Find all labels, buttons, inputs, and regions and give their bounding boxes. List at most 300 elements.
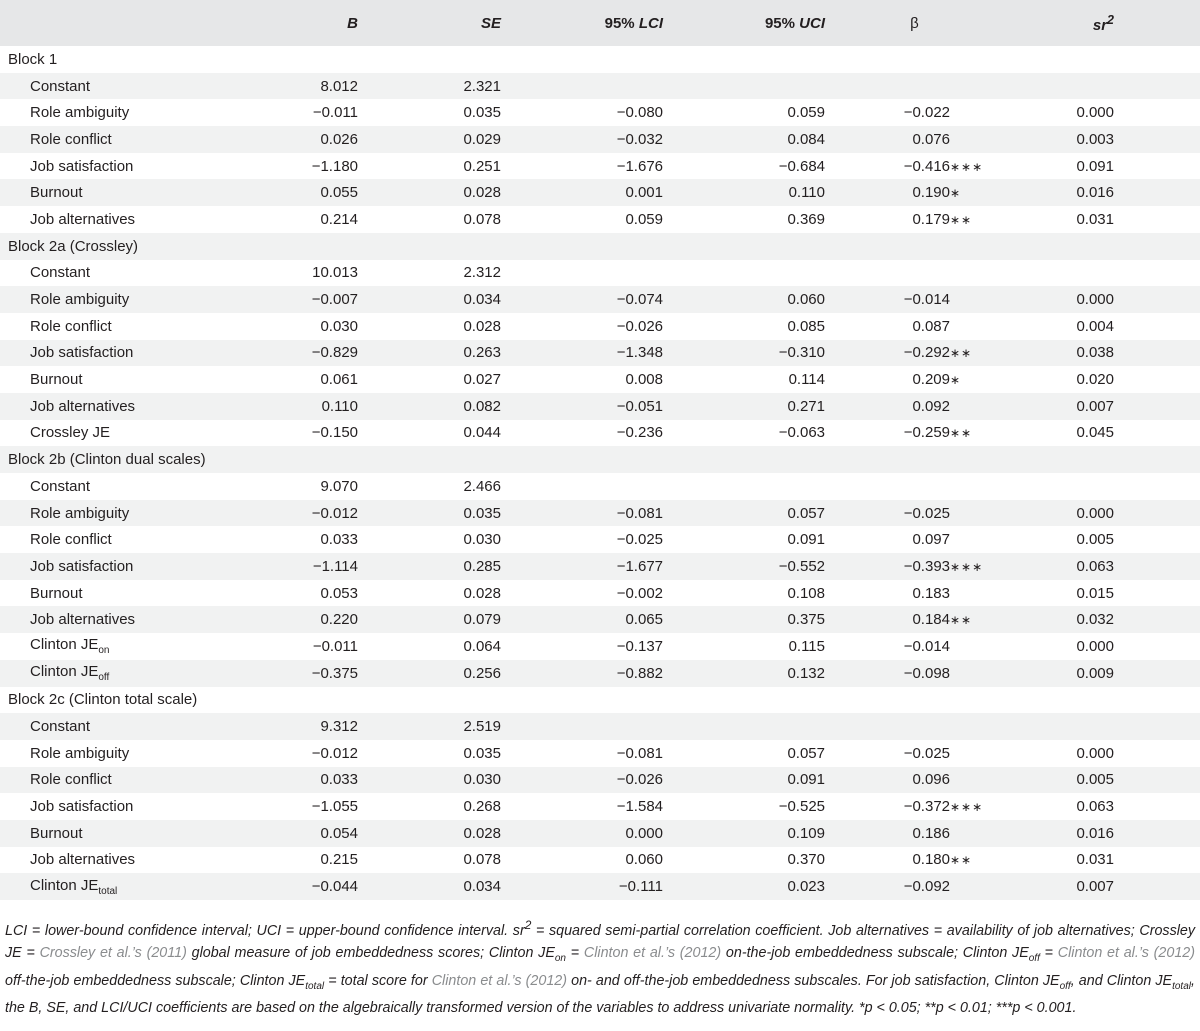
cell-sr2: 0.000	[1076, 637, 1114, 655]
significance-stars: ∗∗	[950, 853, 973, 868]
beta-value: −0.022	[903, 104, 950, 122]
beta-value: −0.014	[903, 291, 950, 309]
cell-lci: −0.051	[616, 397, 663, 415]
cell-sr2	[1002, 73, 1200, 100]
header-row	[0, 0, 1200, 46]
beta-value: −0.259	[903, 424, 950, 442]
footnote-subscript: on	[554, 952, 566, 964]
beta-value: 0.186	[912, 824, 950, 842]
significance-stars: ∗	[950, 373, 962, 388]
table-row	[0, 206, 1200, 233]
beta-wrap	[892, 398, 1002, 415]
beta-wrap	[892, 558, 1002, 575]
cell-beta	[827, 473, 1002, 500]
beta-wrap	[892, 104, 1002, 121]
cell-uci: 0.369	[787, 210, 825, 228]
cell-lci: −0.081	[616, 504, 663, 522]
variable-label: Role conflict	[30, 771, 112, 789]
cell-se: 0.035	[463, 504, 501, 522]
table-row	[0, 793, 1200, 820]
header-beta: β	[910, 14, 919, 32]
header-sr2: $sr^2$	[1092, 12, 1114, 34]
table-row	[0, 99, 1200, 126]
cell-b: 0.030	[320, 317, 358, 335]
cell-beta	[827, 179, 1002, 206]
cell-lci: −1.677	[616, 557, 663, 575]
beta-wrap	[892, 851, 1002, 868]
cell-uci	[665, 713, 827, 740]
table-row	[0, 340, 1200, 367]
footnote-superscript: 2	[524, 918, 532, 932]
cell-b: −0.011	[312, 637, 358, 655]
variable-label: Clinton $JE_{total}$	[30, 876, 118, 897]
cell-se: 0.028	[463, 317, 501, 335]
table-body	[0, 46, 1200, 900]
header-sr2-sup: 2	[1107, 12, 1114, 27]
cell-b: 9.312	[320, 718, 358, 736]
variable-label: Job satisfaction	[30, 557, 134, 575]
beta-wrap	[892, 131, 1002, 148]
beta-value: −0.092	[903, 878, 950, 896]
cell-lci	[503, 73, 665, 100]
cell-lci: −0.074	[616, 291, 663, 309]
significance-stars: ∗∗∗	[950, 159, 984, 174]
variable-subscript: off	[98, 672, 110, 684]
cell-uci: 0.091	[787, 531, 825, 549]
cell-se: 0.034	[463, 878, 501, 896]
cell-se: 0.079	[463, 611, 501, 629]
block-row	[0, 687, 1200, 714]
variable-label: Job alternatives	[30, 210, 136, 228]
cell-b: −0.007	[311, 291, 358, 309]
cell-uci: −0.684	[778, 157, 825, 175]
cell-b: 0.061	[320, 371, 358, 389]
beta-wrap	[892, 878, 1002, 895]
cell-se: 2.519	[463, 718, 501, 736]
table-row	[0, 767, 1200, 794]
cell-lci: −0.025	[616, 531, 663, 549]
cell-sr2	[1002, 260, 1200, 287]
block-label: Block 1	[8, 50, 58, 68]
cell-beta	[827, 606, 1002, 633]
beta-wrap	[892, 825, 1002, 842]
cell-sr2: 0.000	[1076, 504, 1114, 522]
cell-b: −0.012	[311, 504, 358, 522]
cell-b: 0.055	[320, 184, 358, 202]
cell-b: 0.215	[320, 851, 358, 869]
block-row	[0, 46, 1200, 73]
cell-uci: 0.132	[787, 664, 825, 682]
cell-sr2: 0.000	[1076, 744, 1114, 762]
cell-beta	[827, 206, 1002, 233]
beta-wrap	[892, 611, 1002, 628]
cell-se: 0.263	[463, 344, 501, 362]
cell-beta	[827, 73, 1002, 100]
beta-wrap	[892, 478, 1002, 495]
cell-beta	[827, 420, 1002, 447]
significance-stars: ∗	[950, 186, 962, 201]
cell-beta	[827, 340, 1002, 367]
cell-lci: 0.059	[625, 210, 663, 228]
cell-uci: −0.552	[778, 557, 825, 575]
beta-value: 0.179	[912, 210, 950, 228]
footnote-subscript: total	[305, 980, 325, 992]
beta-wrap	[892, 718, 1002, 735]
table-row	[0, 606, 1200, 633]
cell-b: 0.214	[320, 210, 358, 228]
cell-lci	[503, 473, 665, 500]
cell-b: 0.026	[320, 130, 358, 148]
cell-beta	[827, 286, 1002, 313]
cell-se: 2.466	[463, 477, 501, 495]
cell-se: 0.251	[463, 157, 501, 175]
cell-beta	[827, 740, 1002, 767]
cell-se: 0.268	[463, 798, 501, 816]
significance-stars: ∗∗	[950, 346, 973, 361]
variable-label: Job alternatives	[30, 611, 136, 629]
header-variable	[0, 0, 250, 46]
cell-lci: −0.882	[616, 664, 663, 682]
beta-wrap	[892, 505, 1002, 522]
table-row	[0, 73, 1200, 100]
beta-wrap	[892, 531, 1002, 548]
cell-sr2: 0.020	[1076, 371, 1114, 389]
cell-sr2: 0.000	[1076, 291, 1114, 309]
cell-uci: 0.085	[787, 317, 825, 335]
variable-label: Constant	[30, 477, 91, 495]
table-row	[0, 740, 1200, 767]
cell-sr2: 0.007	[1076, 878, 1114, 896]
cell-b: −0.150	[311, 424, 358, 442]
significance-stars: ∗∗	[950, 613, 973, 628]
cell-b: 0.054	[320, 824, 358, 842]
beta-value: 0.076	[912, 130, 950, 148]
cell-b: 0.033	[320, 771, 358, 789]
cell-uci: 0.057	[787, 744, 825, 762]
beta-wrap	[892, 638, 1002, 655]
cell-lci: 0.065	[625, 611, 663, 629]
variable-label: Job satisfaction	[30, 157, 134, 175]
table-row	[0, 580, 1200, 607]
table-row	[0, 820, 1200, 847]
cell-sr2: 0.000	[1076, 104, 1114, 122]
variable-label: Role conflict	[30, 130, 112, 148]
variable-label: Role ambiguity	[30, 104, 130, 122]
cell-sr2: 0.016	[1076, 824, 1114, 842]
footnote-text: =	[565, 944, 584, 961]
cell-lci	[503, 260, 665, 287]
table-row	[0, 179, 1200, 206]
variable-label: Role ambiguity	[30, 504, 130, 522]
cell-beta	[827, 793, 1002, 820]
beta-wrap	[892, 78, 1002, 95]
footnote-subscript: off	[1028, 952, 1040, 964]
cell-lci: 0.000	[625, 824, 663, 842]
block-row	[0, 233, 1200, 260]
table-header	[0, 0, 1200, 46]
cell-lci: −0.236	[616, 424, 663, 442]
beta-wrap	[892, 264, 1002, 281]
variable-label: Crossley JE	[30, 424, 111, 442]
header-uci-abbr: UCI	[799, 14, 825, 32]
beta-wrap	[892, 344, 1002, 361]
variable-label: Constant	[30, 77, 91, 95]
table-row	[0, 126, 1200, 153]
beta-value: −0.292	[903, 344, 950, 362]
cell-uci	[665, 473, 827, 500]
cell-beta	[827, 313, 1002, 340]
cell-uci: 0.109	[787, 824, 825, 842]
cell-uci: 0.115	[788, 637, 825, 655]
beta-wrap	[892, 585, 1002, 602]
beta-value: −0.025	[903, 504, 950, 522]
cell-uci: −0.063	[778, 424, 825, 442]
footnote-text: on- and off-the-job embeddedness subscales. For job satisfaction, Clinton JE	[567, 972, 1060, 989]
cell-b: 0.053	[320, 584, 358, 602]
beta-value: −0.014	[903, 637, 950, 655]
cell-se: 0.028	[463, 584, 501, 602]
beta-value: 0.183	[912, 584, 950, 602]
cell-se: 0.035	[463, 104, 501, 122]
variable-label: Burnout	[30, 371, 83, 389]
footnote-text: global measure of job embeddedness scores; Clinton JE	[186, 944, 555, 961]
beta-value: 0.097	[912, 531, 950, 549]
cell-lci: −0.081	[616, 744, 663, 762]
cell-se: 0.044	[463, 424, 501, 442]
table-row	[0, 873, 1200, 900]
beta-value: 0.092	[912, 397, 950, 415]
cell-b: −0.044	[311, 878, 358, 896]
footnote-subscript: total	[1172, 980, 1191, 992]
beta-value: −0.393	[903, 557, 950, 575]
header-lci: 95% LCI	[604, 14, 663, 32]
beta-wrap	[892, 184, 1002, 201]
variable-subscript: on	[98, 645, 110, 657]
cell-se: 0.064	[463, 637, 501, 655]
cell-uci: 0.375	[787, 611, 825, 629]
beta-wrap	[892, 291, 1002, 308]
cell-lci: −0.111	[618, 878, 663, 896]
cell-sr2: 0.063	[1076, 798, 1114, 816]
cell-sr2: 0.031	[1076, 851, 1114, 869]
variable-subscript: total	[98, 885, 118, 897]
block-label: Block 2c (Clinton total scale)	[8, 691, 198, 709]
block-row	[0, 446, 1200, 473]
variable-label: Burnout	[30, 184, 83, 202]
cell-se: 0.035	[463, 744, 501, 762]
header-lci-abbr: LCI	[638, 14, 663, 32]
table-row	[0, 633, 1200, 660]
table-row	[0, 420, 1200, 447]
cell-b: 9.070	[320, 477, 358, 495]
cell-beta	[827, 260, 1002, 287]
beta-wrap	[892, 424, 1002, 441]
variable-label: Role conflict	[30, 531, 112, 549]
cell-sr2: 0.038	[1076, 344, 1114, 362]
cell-se: 2.321	[463, 77, 501, 95]
table-row	[0, 153, 1200, 180]
cell-beta	[827, 847, 1002, 874]
cell-beta	[827, 633, 1002, 660]
beta-wrap	[892, 318, 1002, 335]
table-row	[0, 553, 1200, 580]
cell-b: 0.110	[321, 397, 358, 415]
beta-value: 0.190	[912, 184, 950, 202]
beta-value: 0.180	[912, 851, 950, 869]
cell-se: 0.030	[463, 531, 501, 549]
cell-sr2: 0.091	[1076, 157, 1114, 175]
citation-reference: Clinton et al.’s (2012)	[431, 972, 567, 989]
cell-lci: −0.026	[616, 771, 663, 789]
cell-b: 0.033	[320, 531, 358, 549]
variable-label: Job alternatives	[30, 397, 136, 415]
table-row	[0, 847, 1200, 874]
citation-reference: Clinton et al.’s (2012)	[583, 944, 722, 961]
cell-beta	[827, 873, 1002, 900]
cell-uci: 0.059	[787, 104, 825, 122]
cell-b: −0.375	[311, 664, 358, 682]
cell-se: 2.312	[463, 264, 501, 282]
cell-lci: −1.584	[616, 798, 663, 816]
variable-label: Job satisfaction	[30, 798, 134, 816]
beta-value: −0.416	[903, 157, 950, 175]
cell-lci: −0.032	[616, 130, 663, 148]
beta-wrap	[892, 665, 1002, 682]
variable-label: Role ambiguity	[30, 744, 130, 762]
cell-se: 0.082	[463, 397, 501, 415]
cell-beta	[827, 526, 1002, 553]
variable-label: Role ambiguity	[30, 291, 130, 309]
cell-uci: 0.023	[787, 878, 825, 896]
cell-sr2: 0.004	[1076, 317, 1114, 335]
variable-label: Clinton $JE_{off}$	[30, 663, 110, 684]
beta-value: −0.098	[903, 664, 950, 682]
significance-stars: ∗∗	[950, 212, 973, 227]
footnote-text: =	[1039, 944, 1058, 961]
cell-uci: 0.114	[788, 371, 825, 389]
cell-uci: 0.271	[787, 397, 825, 415]
cell-lci: −0.002	[616, 584, 663, 602]
cell-b: −0.012	[311, 744, 358, 762]
cell-se: 0.029	[463, 130, 501, 148]
footnote-text: = squared semi-partial correlation coefficient. Job alternatives = availability of job alternatives; Crossley JE =	[5, 922, 1195, 961]
footnote-text: LCI = lower-bound confidence interval; UCI = upper-bound confidence interval. sr	[5, 922, 525, 939]
citation-reference: Crossley et al.’s (2011)	[39, 944, 187, 961]
cell-uci: 0.091	[787, 771, 825, 789]
cell-sr2: 0.016	[1076, 184, 1114, 202]
cell-lci: 0.060	[625, 851, 663, 869]
cell-b: 0.220	[320, 611, 358, 629]
header-uci: 95% UCI	[764, 14, 825, 32]
significance-stars: ∗∗∗	[950, 800, 984, 815]
cell-b: 8.012	[320, 77, 358, 95]
cell-se: 0.027	[463, 371, 501, 389]
cell-beta	[827, 126, 1002, 153]
cell-sr2: 0.031	[1076, 210, 1114, 228]
cell-beta	[827, 99, 1002, 126]
cell-beta	[827, 660, 1002, 687]
cell-lci	[503, 713, 665, 740]
cell-se: 0.078	[463, 851, 501, 869]
cell-beta	[827, 713, 1002, 740]
cell-sr2: 0.015	[1076, 584, 1114, 602]
table-row	[0, 473, 1200, 500]
cell-lci: −0.080	[616, 104, 663, 122]
beta-wrap	[892, 771, 1002, 788]
cell-lci: 0.008	[625, 371, 663, 389]
cell-uci: 0.060	[787, 291, 825, 309]
block-label: Block 2a (Crossley)	[8, 237, 139, 255]
footnote-text: on-the-job embeddedness subscale; Clinton JE	[721, 944, 1029, 961]
beta-wrap	[892, 158, 1002, 175]
cell-lci: −1.676	[616, 157, 663, 175]
cell-beta	[827, 500, 1002, 527]
block-label: Block 2b (Clinton dual scales)	[8, 451, 206, 469]
cell-uci: 0.370	[787, 851, 825, 869]
cell-beta	[827, 580, 1002, 607]
significance-stars: ∗∗	[950, 426, 973, 441]
cell-b: −0.829	[311, 344, 358, 362]
significance-stars: ∗∗∗	[950, 559, 984, 574]
cell-beta	[827, 393, 1002, 420]
cell-lci: −0.026	[616, 317, 663, 335]
cell-beta	[827, 820, 1002, 847]
table-row	[0, 660, 1200, 687]
cell-b: −0.011	[312, 104, 358, 122]
beta-value: 0.087	[912, 317, 950, 335]
variable-label: Burnout	[30, 824, 83, 842]
beta-wrap	[892, 798, 1002, 815]
table-row	[0, 526, 1200, 553]
cell-uci: 0.108	[787, 584, 825, 602]
citation-reference: Clinton et al.’s (2012)	[1057, 944, 1196, 961]
beta-value: 0.096	[912, 771, 950, 789]
cell-b: −1.114	[312, 557, 358, 575]
variable-label: Role conflict	[30, 317, 112, 335]
cell-b: 10.013	[312, 264, 358, 282]
variable-label: Job satisfaction	[30, 344, 134, 362]
beta-value: −0.372	[903, 798, 950, 816]
cell-sr2: 0.063	[1076, 557, 1114, 575]
beta-wrap	[892, 211, 1002, 228]
beta-value: 0.184	[912, 611, 950, 629]
beta-wrap	[892, 745, 1002, 762]
cell-lci: −0.137	[616, 637, 663, 655]
footnote-text: , the B, SE, and LCI/UCI coefficients are based on the algebraically transformed version of the variables to address univariate normality. *p < 0.05; **p < 0.01; ***p < 0.001.	[5, 972, 1195, 1017]
cell-sr2: 0.005	[1076, 771, 1114, 789]
footnote-subscript: off	[1059, 980, 1071, 992]
cell-beta	[827, 767, 1002, 794]
table-row	[0, 260, 1200, 287]
footnote-text: , and Clinton JE	[1070, 972, 1173, 989]
cell-se: 0.034	[463, 291, 501, 309]
cell-sr2: 0.009	[1076, 664, 1114, 682]
footnote-text: = total score for	[324, 972, 432, 989]
cell-sr2: 0.005	[1076, 531, 1114, 549]
variable-label: Burnout	[30, 584, 83, 602]
cell-se: 0.028	[463, 824, 501, 842]
cell-beta	[827, 366, 1002, 393]
cell-uci: −0.525	[778, 798, 825, 816]
beta-value: −0.025	[903, 744, 950, 762]
cell-sr2: 0.045	[1076, 424, 1114, 442]
cell-uci: 0.084	[787, 130, 825, 148]
beta-value: 0.209	[912, 371, 950, 389]
cell-b: −1.055	[311, 798, 358, 816]
table-row	[0, 500, 1200, 527]
cell-uci: −0.310	[778, 344, 825, 362]
cell-sr2	[1002, 713, 1200, 740]
